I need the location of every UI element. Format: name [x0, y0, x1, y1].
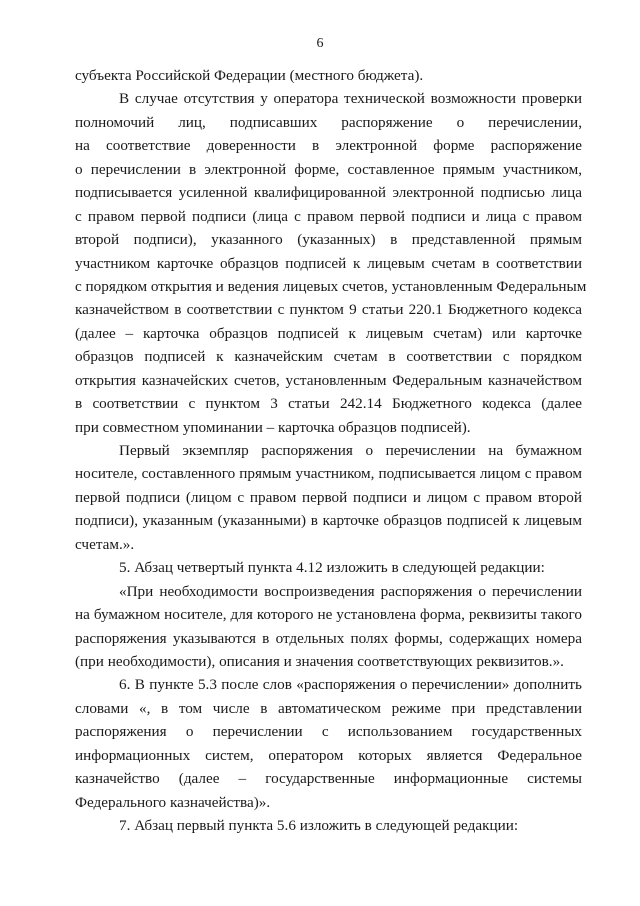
text-line: подписи), указанным (указанными) в карточке образцов подписей к лицевым	[75, 512, 582, 530]
text-line: казначейством в соответствии с пунктом 9 статьи 220.1 Бюджетного кодекса	[75, 301, 582, 319]
text-line: образцов подписей к казначейским счетам в соответствии с порядком	[75, 348, 582, 366]
text-line: полномочий лиц, подписавших распоряжение о перечислении,	[75, 113, 582, 131]
text-line: второй подписи), указанного (указанных) в представленной прямым	[75, 231, 582, 249]
document-body	[75, 64, 587, 837]
text-line: с порядком открытия и ведения лицевых счетов, установленным Федеральным	[75, 277, 587, 295]
text-line: подписывается усиленной квалифицированной электронной подписью лица	[75, 184, 582, 202]
text-line: первой подписи (лицом с правом первой подписи и лицом с правом второй	[75, 488, 582, 506]
text-line: словами «, в том числе в автоматическом режиме при представлении	[75, 699, 582, 717]
text-line: «При необходимости воспроизведения распоряжения о перечислении	[119, 582, 582, 600]
text-line: 6. В пункте 5.3 после слов «распоряжения о перечислении» дополнить	[119, 676, 582, 694]
text-line: на бумажном носителе, для которого не установлена форма, реквизиты такого	[75, 606, 582, 624]
text-line: казначейство (далее – государственные информационные системы	[75, 770, 582, 788]
text-line: 5. Абзац четвертый пункта 4.12 изложить в следующей редакции:	[119, 559, 545, 577]
text-line: распоряжения указываются в отдельных полях формы, содержащих номера	[75, 629, 582, 647]
text-line: с правом первой подписи (лица с правом первой подписи и лица с правом	[75, 207, 582, 225]
text-line: при совместном упоминании – карточка образцов подписей).	[75, 418, 471, 436]
text-line: Первый экземпляр распоряжения о перечислении на бумажном	[119, 442, 582, 459]
text-line: в соответствии с пунктом 3 статьи 242.14 Бюджетного кодекса (далее	[75, 395, 582, 413]
text-line: распоряжения о перечислении с использованием государственных	[75, 723, 582, 741]
text-line: на соответствие доверенности в электронной форме распоряжение	[75, 137, 582, 155]
text-line: Федерального казначейства)».	[75, 793, 271, 811]
text-line: (при необходимости), описания и значения соответствующих реквизитов.».	[75, 652, 564, 670]
text-line: субъекта Российской Федерации (местного бюджета).	[75, 67, 424, 84]
text-line: открытия казначейских счетов, установленным Федеральным казначейством	[75, 371, 582, 389]
text-line: 7. Абзац первый пункта 5.6 изложить в следующей редакции:	[119, 817, 519, 834]
text-line: (далее – карточка образцов подписей к лицевым счетам) или карточке	[75, 324, 582, 342]
text-line: носителе, составленного прямым участником, подписывается лицом с правом	[75, 465, 582, 483]
text-line: счетам.».	[75, 535, 135, 553]
text-line: В случае отсутствия у оператора технической возможности проверки	[119, 90, 582, 108]
page-number: 6	[316, 36, 324, 51]
text-line: о перечислении в электронной форме, составленное прямым участником,	[75, 160, 582, 178]
text-line: участником карточке образцов подписей к лицевым счетам в соответствии	[75, 254, 582, 272]
text-line: информационных систем, оператором которых является Федеральное	[75, 746, 582, 764]
